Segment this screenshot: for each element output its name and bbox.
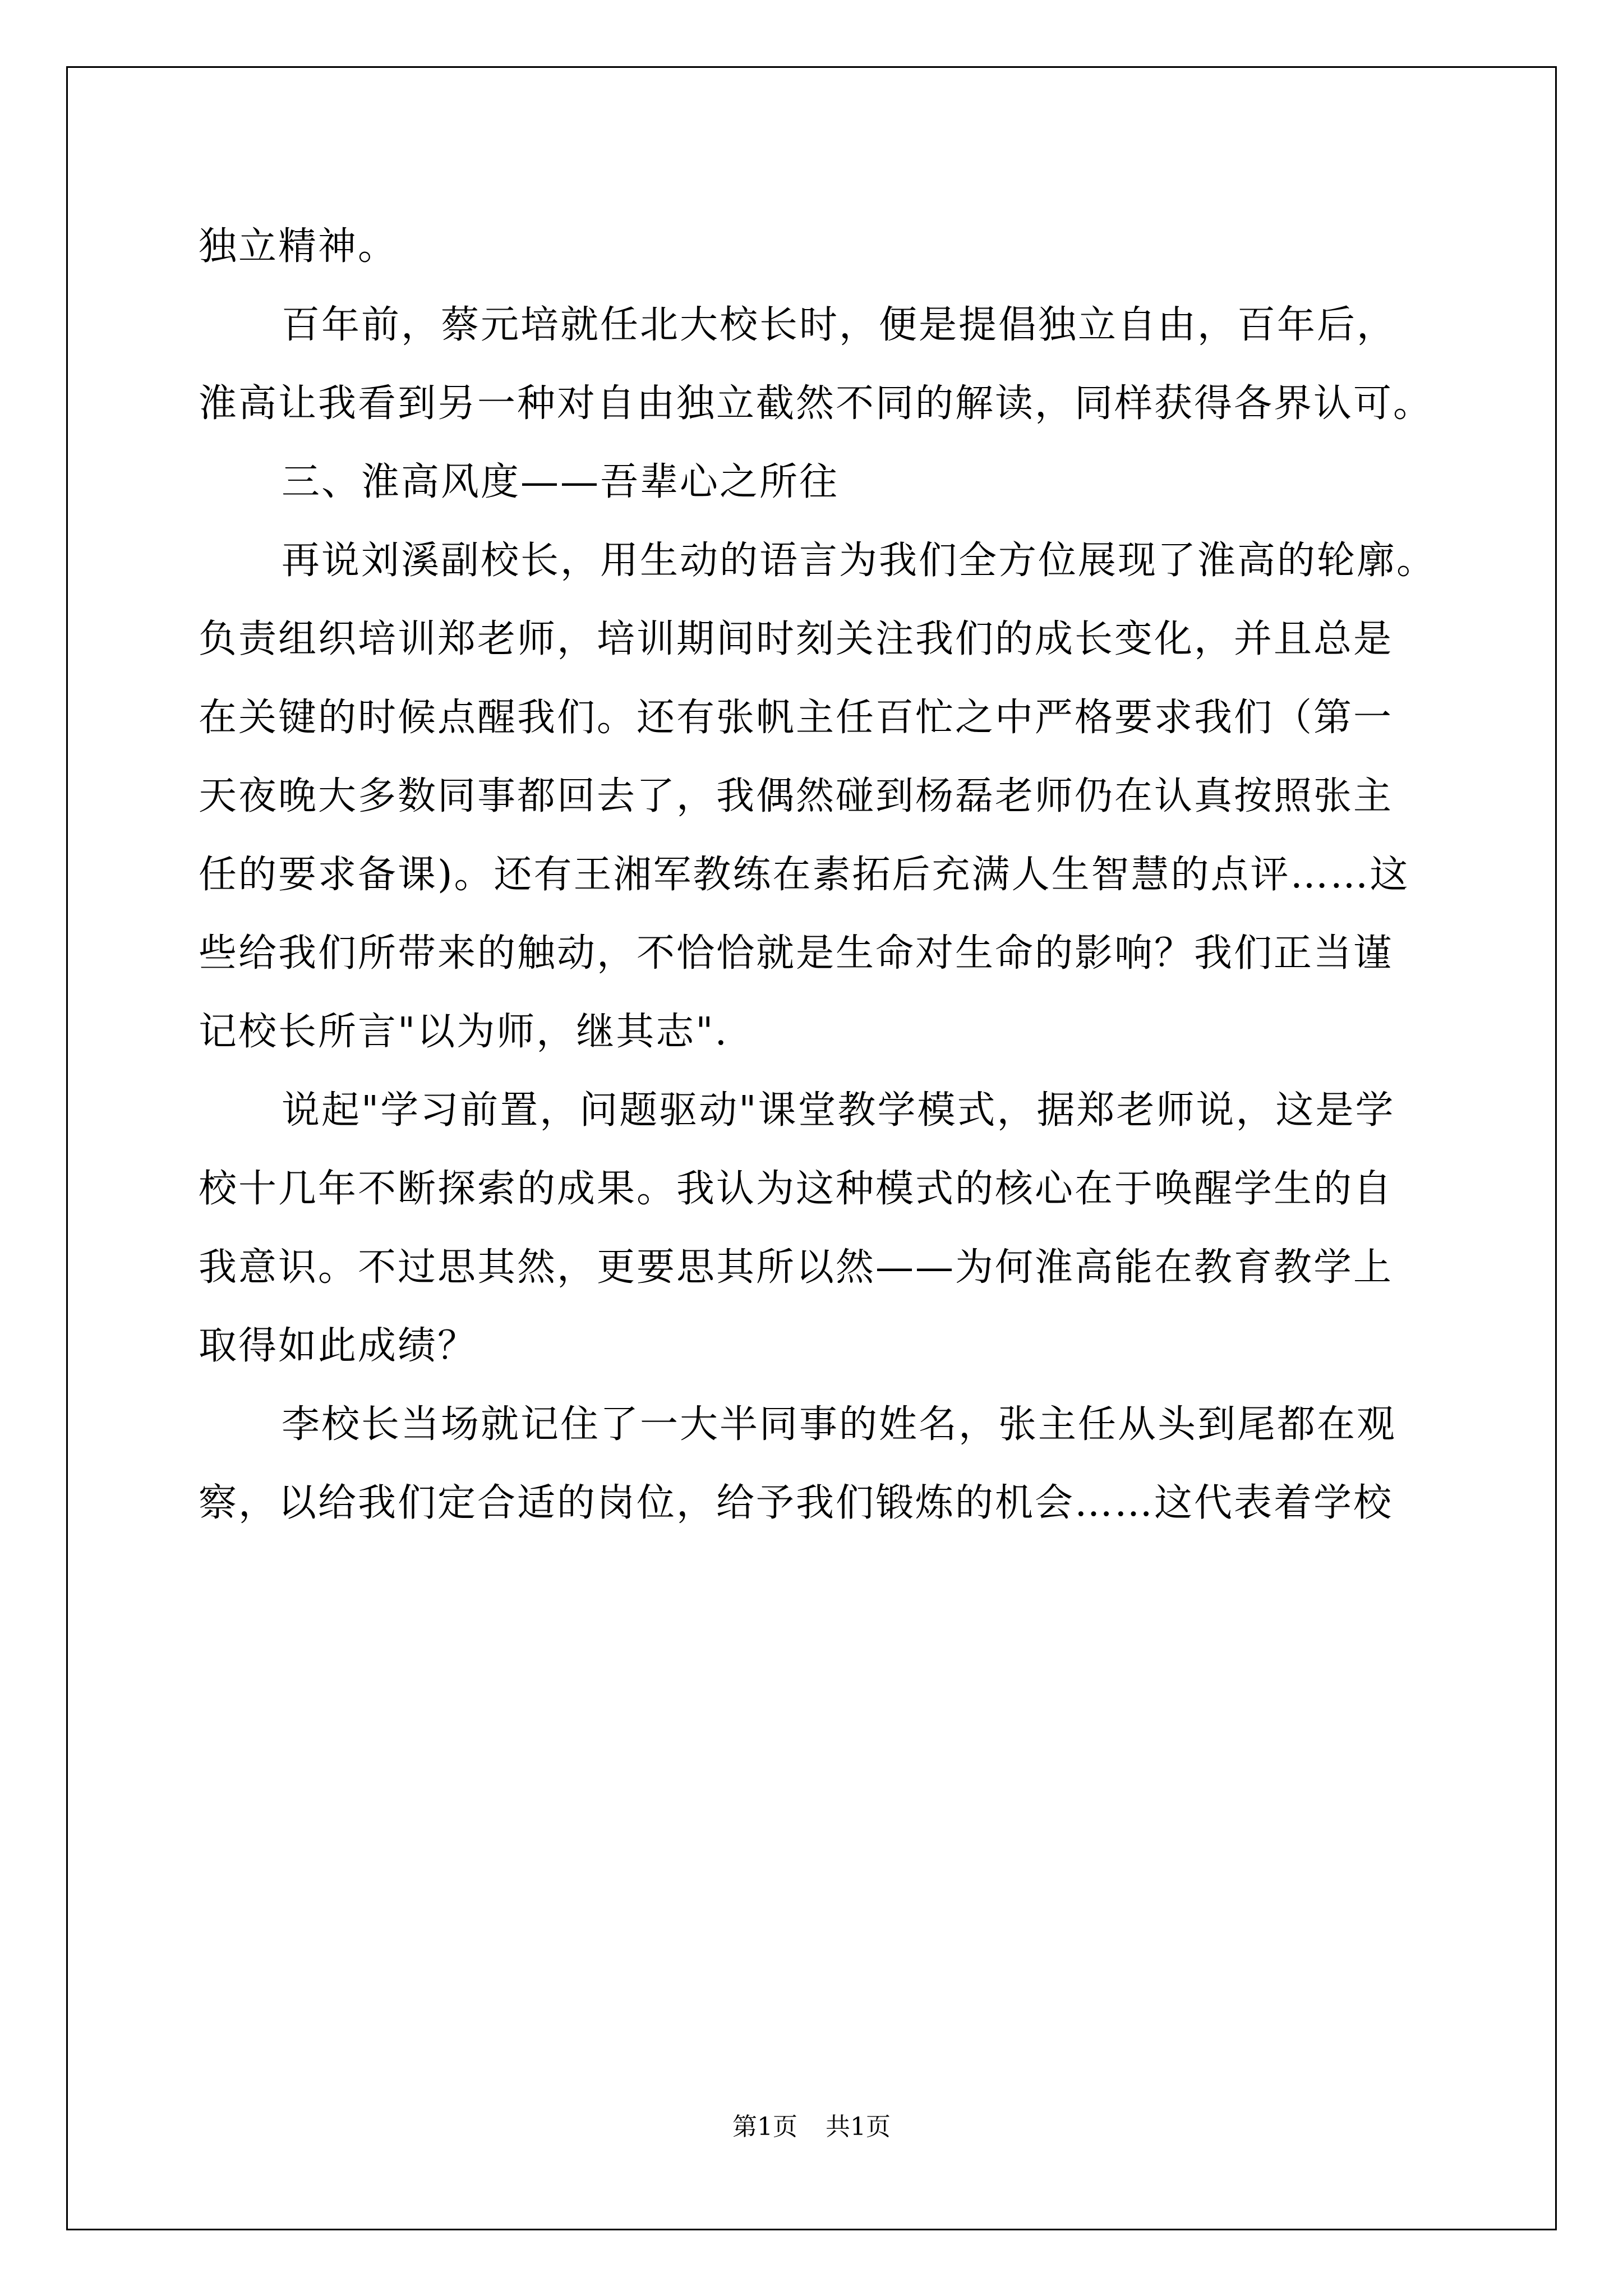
document-body — [199, 208, 1437, 1543]
text-line: 天夜晚大多数同事都回去了，我偶然碰到杨磊老师仍在认真按照张主 — [199, 774, 1394, 818]
text-line: 再说刘溪副校长，用生动的语言为我们全方位展现了淮高的轮廓。 — [282, 539, 1437, 583]
text-line: 任的要求备课)。还有王湘军教练在素拓后充满人生智慧的点评……这 — [199, 853, 1410, 897]
text-line: 记校长所言"以为师，继其志". — [199, 1010, 729, 1054]
text-line: 说起"学习前置，问题驱动"课堂教学模式，据郑老师说，这是学 — [282, 1088, 1395, 1133]
text-line: 李校长当场就记住了一大半同事的姓名，张主任从头到尾都在观 — [282, 1402, 1397, 1447]
text-line: 取得如此成绩？ — [199, 1324, 478, 1368]
text-line: 百年前，蔡元培就任北大校长时，便是提倡独立自由，百年后， — [282, 303, 1397, 347]
text-line: 我意识。不过思其然，更要思其所以然——为何淮高能在教育教学上 — [199, 1245, 1394, 1290]
text-line: 察，以给我们定合适的岗位，给予我们锻炼的机会……这代表着学校 — [199, 1481, 1394, 1525]
text-line: 独立精神。 — [199, 224, 398, 269]
text-line: 些给我们所带来的触动，不恰恰就是生命对生命的影响？我们正当谨 — [199, 931, 1394, 976]
page-total: 共1页 — [826, 2113, 891, 2141]
section-heading: 三、淮高风度——吾辈心之所往 — [282, 460, 840, 504]
text-line: 校十几年不断探索的成果。我认为这种模式的核心在于唤醒学生的自 — [199, 1167, 1394, 1211]
text-line: 淮高让我看到另一种对自由独立截然不同的解读，同样获得各界认可。 — [199, 381, 1433, 426]
text-line: 负责组织培训郑老师，培训期间时刻关注我们的成长变化，并且总是 — [199, 617, 1394, 661]
page-number: 第1页 — [732, 2113, 797, 2141]
text-line: 在关键的时候点醒我们。还有张帆主任百忙之中严格要求我们（第一 — [199, 696, 1394, 740]
page-footer — [0, 2110, 1623, 2144]
